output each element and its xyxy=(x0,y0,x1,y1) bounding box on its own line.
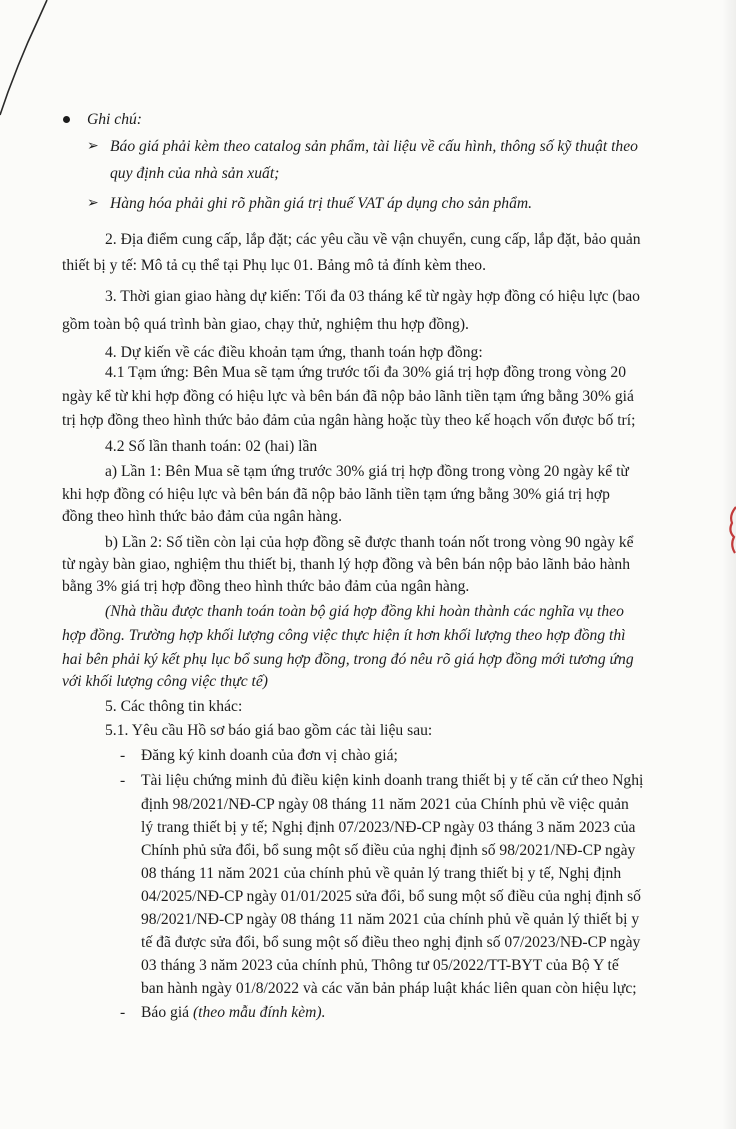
section-3-line-2: gồm toàn bộ quá trình bàn giao, chạy thử, nghiệm thu hợp đồng). xyxy=(62,316,469,333)
section-4-1-line-1: 4.1 Tạm ứng: Bên Mua sẽ tạm ứng trước tối đa 30% giá trị hợp đồng trong vòng 20 xyxy=(105,364,626,381)
scan-edge-line xyxy=(0,0,60,120)
dash-bullet: - xyxy=(120,772,126,789)
section-4-2a-line-1: a) Lần 1: Bên Mua sẽ tạm ứng trước 30% giá trị hợp đồng trong vòng 20 ngày kể từ xyxy=(105,463,629,480)
section-3-line-1: 3. Thời gian giao hàng dự kiến: Tối đa 03 tháng kể từ ngày hợp đồng có hiệu lực (bao xyxy=(105,288,640,305)
section-2-line-1: 2. Địa điểm cung cấp, lắp đặt; các yêu cầu về vận chuyển, cung cấp, lắp đặt, bảo quản xyxy=(105,231,641,248)
section-4-2b-line-1: b) Lần 2: Số tiền còn lại của hợp đồng sẽ được thanh toán nốt trong vòng 90 ngày kể xyxy=(105,534,634,551)
bullet-dot xyxy=(63,116,70,123)
section-4-2a-line-3: đồng theo hình thức bảo đảm của ngân hàng. xyxy=(62,508,342,525)
section-5-heading: 5. Các thông tin khác: xyxy=(105,698,243,715)
section-4-2b-line-2: từ ngày bàn giao, nghiệm thu thiết bị, thanh lý hợp đồng và bên bán nộp bảo lãnh bảo hành xyxy=(62,556,630,573)
note-1-line-2: quy định của nhà sản xuất; xyxy=(110,165,280,182)
red-stamp-fragment xyxy=(726,505,736,565)
doc-item-2-line-6: 04/2025/NĐ-CP ngày 01/01/2025 sửa đổi, bổ sung một số điều của nghị định số xyxy=(141,888,641,905)
payment-note-line-4: với khối lượng công việc thực tế) xyxy=(62,673,268,690)
dash-bullet: - xyxy=(120,1004,126,1021)
doc-item-2-line-10: ban hành ngày 01/8/2022 và các văn bản pháp luật khác liên quan còn hiệu lực; xyxy=(141,980,637,997)
section-4-2-heading: 4.2 Số lần thanh toán: 02 (hai) lần xyxy=(105,438,318,455)
doc-item-2-line-2: định 98/2021/NĐ-CP ngày 08 tháng 11 năm 2021 của Chính phủ về việc quản xyxy=(141,796,629,813)
doc-item-2-line-9: 03 tháng 3 năm 2023 của chính phủ, Thông tư 05/2022/TT-BYT của Bộ Y tế xyxy=(141,957,619,974)
arrow-bullet-icon: ➢ xyxy=(87,196,99,211)
arrow-bullet-icon: ➢ xyxy=(87,139,99,154)
doc-item-2-line-8: tế đã được sửa đổi, bổ sung một số điều theo nghị định số 07/2023/NĐ-CP ngày xyxy=(141,934,641,951)
note-2-line-1: Hàng hóa phải ghi rõ phần giá trị thuế VAT áp dụng cho sản phẩm. xyxy=(110,195,533,212)
doc-item-2-line-5: 08 tháng 11 năm 2021 của chính phủ về quản lý trang thiết bị y tế, Nghị định xyxy=(141,865,622,882)
payment-note-line-1: (Nhà thầu được thanh toán toàn bộ giá hợp đồng khi hoàn thành các nghĩa vụ theo xyxy=(105,603,624,620)
doc-item-3-text: Báo giá xyxy=(141,1004,193,1021)
doc-item-1: Đăng ký kinh doanh của đơn vị chào giá; xyxy=(141,747,398,764)
section-4-1-line-3: trị hợp đồng theo hình thức bảo đảm của ngân hàng hoặc tùy theo kế hoạch vốn được bố trí; xyxy=(62,412,636,429)
doc-item-2-line-3: lý trang thiết bị y tế; Nghị định 07/2023/NĐ-CP ngày 03 tháng 3 năm 2023 của xyxy=(141,819,636,836)
doc-item-2-line-4: Chính phủ sửa đổi, bổ sung một số điều của nghị định số 98/2021/NĐ-CP ngày xyxy=(141,842,636,859)
section-2-line-2: thiết bị y tế: Mô tả cụ thể tại Phụ lục 01. Bảng mô tả đính kèm theo. xyxy=(62,257,486,274)
section-4-heading: 4. Dự kiến về các điều khoản tạm ứng, thanh toán hợp đồng: xyxy=(105,344,483,361)
doc-item-3 xyxy=(141,1003,325,1023)
dash-bullet: - xyxy=(120,747,126,764)
doc-item-2-line-1: Tài liệu chứng minh đủ điều kiện kinh doanh trang thiết bị y tế căn cứ theo Nghị xyxy=(141,772,644,789)
notes-heading: Ghi chú: xyxy=(87,111,142,128)
payment-note-line-2: hợp đồng. Trường hợp khối lượng công việc thực hiện ít hơn khối lượng theo hợp đồng thì xyxy=(62,627,626,644)
doc-item-3-italic: (theo mẫu đính kèm). xyxy=(192,1004,326,1021)
section-5-1-heading: 5.1. Yêu cầu Hồ sơ báo giá bao gồm các tài liệu sau: xyxy=(105,722,433,739)
note-1-line-1: Báo giá phải kèm theo catalog sản phẩm, tài liệu về cấu hình, thông số kỹ thuật theo xyxy=(110,138,638,155)
section-4-2a-line-2: khi hợp đồng có hiệu lực và bên bán đã nộp bảo lãnh tiền tạm ứng bằng 30% giá trị hợp xyxy=(62,486,610,503)
doc-item-2-line-7: 98/2021/NĐ-CP ngày 08 tháng 11 năm 2021 của chính phủ về quản lý thiết bị y xyxy=(141,911,640,928)
section-4-1-line-2: ngày kể từ khi hợp đồng có hiệu lực và bên bán đã nộp bảo lãnh tiền tạm ứng bằng 30% giá xyxy=(62,388,634,405)
payment-note-line-3: hai bên phải ký kết phụ lục bổ sung hợp đồng, trong đó nêu rõ giá hợp đồng mới tương ứng xyxy=(62,651,634,668)
section-4-2b-line-3: bằng 3% giá trị hợp đồng theo hình thức bảo đảm của ngân hàng. xyxy=(62,578,470,595)
